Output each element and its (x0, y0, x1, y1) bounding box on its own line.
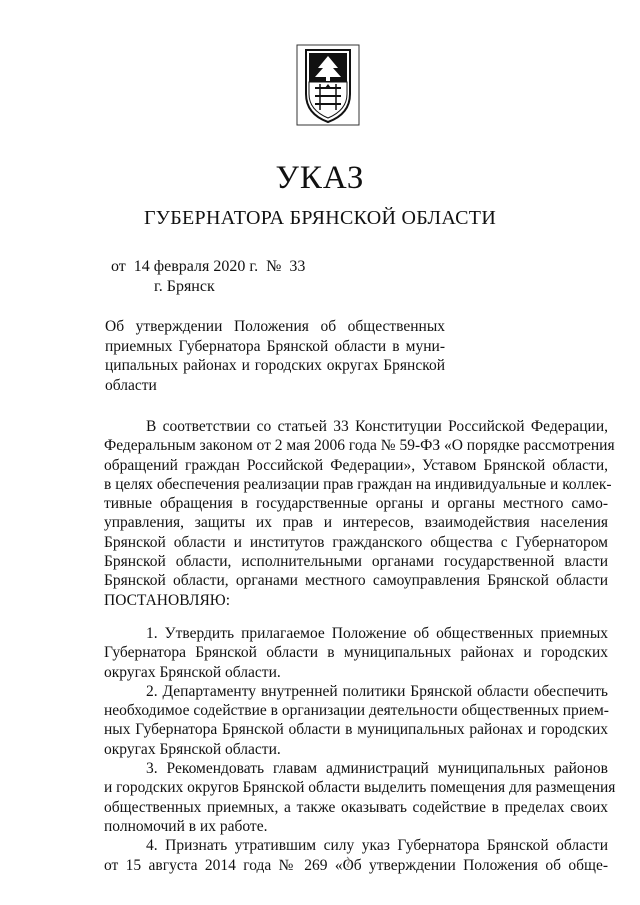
body-line: общественных приемных, а также оказывать содействие в пределах своих (104, 798, 608, 816)
body-line: управления, защиты их прав и интересов, взаимодействия населения (104, 514, 608, 532)
item-4 (104, 836, 608, 875)
body-line: 3. Рекомендовать главам администраций муниципальных районов (146, 760, 608, 778)
subject-line: области (105, 376, 157, 394)
subject-line: приемных Губернатора Брянской области в муни- (105, 337, 445, 355)
document-subtitle: ГУБЕРНАТОРА БРЯНСКОЙ ОБЛАСТИ (143, 207, 497, 229)
item-3 (104, 759, 616, 836)
body-line: полномочий в их работе. (104, 817, 268, 835)
body-line: Федеральным законом от 2 мая 2006 года № 59-ФЗ «О порядке рассмотрения (104, 437, 615, 455)
body-line: Брянской области, органами местного самоуправления Брянской области (104, 572, 608, 590)
body-line: ных Губернатора Брянской области в муниципальных районах и городских (104, 721, 608, 739)
body-line: Брянской области, исполнительными органами государственной власти (104, 553, 608, 571)
document-title: УКАЗ (275, 160, 365, 196)
decree-city: г. Брянск (154, 278, 215, 295)
body-line: в целях обеспечения реализации прав граждан на индивидуальные и коллек- (104, 475, 612, 493)
decree-date-number: от 14 февраля 2020 г. № 33 (111, 258, 306, 275)
subject-line: ципальных районах и городских округах Брянской (105, 357, 445, 374)
body-line: от 15 августа 2014 года № 269 «Об утверждении Положения об обще- (104, 856, 608, 874)
bryansk-coat-of-arms-icon (296, 44, 360, 126)
body-line: 4. Признать утратившим силу указ Губернатора Брянской области (146, 837, 608, 855)
decree-subject (105, 317, 445, 395)
preamble-paragraph (104, 417, 615, 610)
item-1 (104, 624, 608, 682)
body-line: Губернатора Брянской области в муниципальных районах и городских (104, 644, 608, 662)
body-line: и городских округов Брянской области выделить помещения для размещения (104, 779, 616, 797)
body-line: Брянской области и институтов гражданского общества с Губернатором (104, 533, 608, 551)
body-line: необходимое содействие в организации деятельности общественных прием- (104, 702, 609, 720)
body-line: 2. Департаменту внутренней политики Брянской области обеспечить (146, 682, 608, 700)
decree-body (104, 417, 616, 875)
body-line: округах Брянской области. (104, 740, 281, 758)
body-line: В соответствии со статьей 33 Конституции Российской Федерации, (146, 418, 608, 435)
body-line: тивные обращения в государственные органы и органы местного само- (104, 495, 608, 513)
body-line: округах Брянской области. (104, 663, 281, 681)
paragraph-gap (104, 610, 608, 624)
decree-resolve-word: ПОСТАНОВЛЯЮ: (104, 591, 231, 609)
subject-line: Об утверждении Положения об общественных (105, 318, 445, 335)
item-2 (104, 682, 608, 759)
body-line: обращений граждан Российской Федерации», Уставом Брянской области, (104, 456, 608, 474)
page-mark-icon (345, 856, 355, 868)
body-line: 1. Утвердить прилагаемое Положение об общественных приемных (146, 624, 608, 642)
